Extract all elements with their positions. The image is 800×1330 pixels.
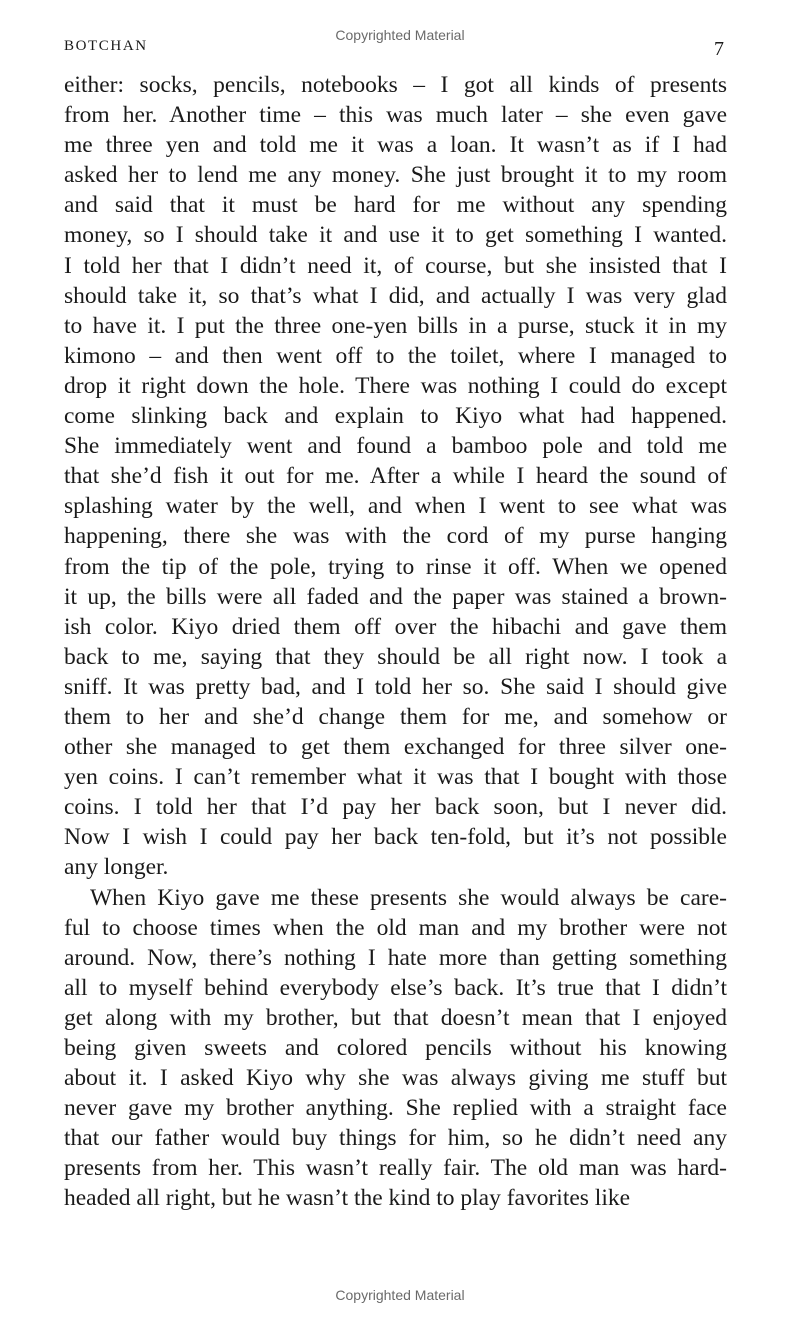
text-line: me three yen and told me it was a loan. It wasn’t as if I had xyxy=(64,132,727,159)
text-line: drop it right down the hole. There was nothing I could do except xyxy=(64,372,727,399)
text-line: should take it, so that’s what I did, and actually I was very glad xyxy=(64,282,727,309)
text-line: Now I wish I could pay her back ten-fold, but it’s not possible xyxy=(64,824,727,851)
paragraph xyxy=(64,883,727,1214)
running-head: BOTCHAN xyxy=(64,38,148,54)
text-line: any longer. xyxy=(64,854,169,881)
text-line: headed all right, but he wasn’t the kind to play favorites like xyxy=(64,1185,631,1212)
text-line: coins. I told her that I’d pay her back soon, but I never did. xyxy=(64,794,727,821)
text-line: that she’d fish it out for me. After a while I heard the sound of xyxy=(64,463,727,490)
text-line: and said that it must be hard for me without any spending xyxy=(64,192,727,219)
text-line: asked her to lend me any money. She just brought it to my room xyxy=(64,162,727,189)
text-line: yen coins. I can’t remember what it was that I bought with those xyxy=(64,764,727,791)
text-line: about it. I asked Kiyo why she was always giving me stuff but xyxy=(64,1065,727,1092)
text-line: ful to choose times when the old man and my brother were not xyxy=(64,914,727,941)
page-number: 7 xyxy=(714,38,724,60)
text-line: back to me, saying that they should be all right now. I took a xyxy=(64,643,727,670)
text-line: presents from her. This wasn’t really fair. The old man was hard- xyxy=(64,1155,727,1182)
text-line: splashing water by the well, and when I went to see what was xyxy=(64,493,727,520)
text-line: She immediately went and found a bamboo pole and told me xyxy=(64,433,727,460)
text-line: kimono – and then went off to the toilet, where I managed to xyxy=(64,342,727,369)
paragraph xyxy=(64,70,727,883)
text-line: to have it. I put the three one-yen bills in a purse, stuck it in my xyxy=(64,312,727,339)
text-line: money, so I should take it and use it to get something I wanted. xyxy=(64,222,727,249)
body-text xyxy=(64,70,727,1214)
text-line: never gave my brother anything. She replied with a straight face xyxy=(64,1095,727,1122)
text-line: it up, the bills were all faded and the paper was stained a brown- xyxy=(64,583,727,610)
text-line: sniff. It was pretty bad, and I told her so. She said I should give xyxy=(64,673,727,700)
text-line: other she managed to get them exchanged for three silver one- xyxy=(64,734,727,761)
watermark-top: Copyrighted Material xyxy=(335,27,465,43)
text-line: that our father would buy things for him, so he didn’t need any xyxy=(64,1125,727,1152)
text-line: come slinking back and explain to Kiyo what had happened. xyxy=(64,403,727,430)
text-line: around. Now, there’s nothing I hate more than getting something xyxy=(64,944,727,971)
text-line: either: socks, pencils, notebooks – I got all kinds of presents xyxy=(64,72,727,98)
text-line: When Kiyo gave me these presents she would always be care- xyxy=(90,884,727,911)
text-line: happening, there she was with the cord of my purse hanging xyxy=(64,523,727,550)
text-line: being given sweets and colored pencils without his knowing xyxy=(64,1035,727,1061)
text-line: all to myself behind everybody else’s back. It’s true that I didn’t xyxy=(64,974,727,1001)
text-line: from her. Another time – this was much later – she even gave xyxy=(64,102,727,129)
text-line: get along with my brother, but that doesn’t mean that I enjoyed xyxy=(64,1004,727,1031)
text-line: I told her that I didn’t need it, of course, but she insisted that I xyxy=(64,252,727,279)
text-line: them to her and she’d change them for me, and somehow or xyxy=(64,703,727,730)
text-line: ish color. Kiyo dried them off over the hibachi and gave them xyxy=(64,613,727,640)
watermark-bottom: Copyrighted Material xyxy=(335,1287,465,1303)
text-line: from the tip of the pole, trying to rinse it off. When we opened xyxy=(64,553,727,580)
